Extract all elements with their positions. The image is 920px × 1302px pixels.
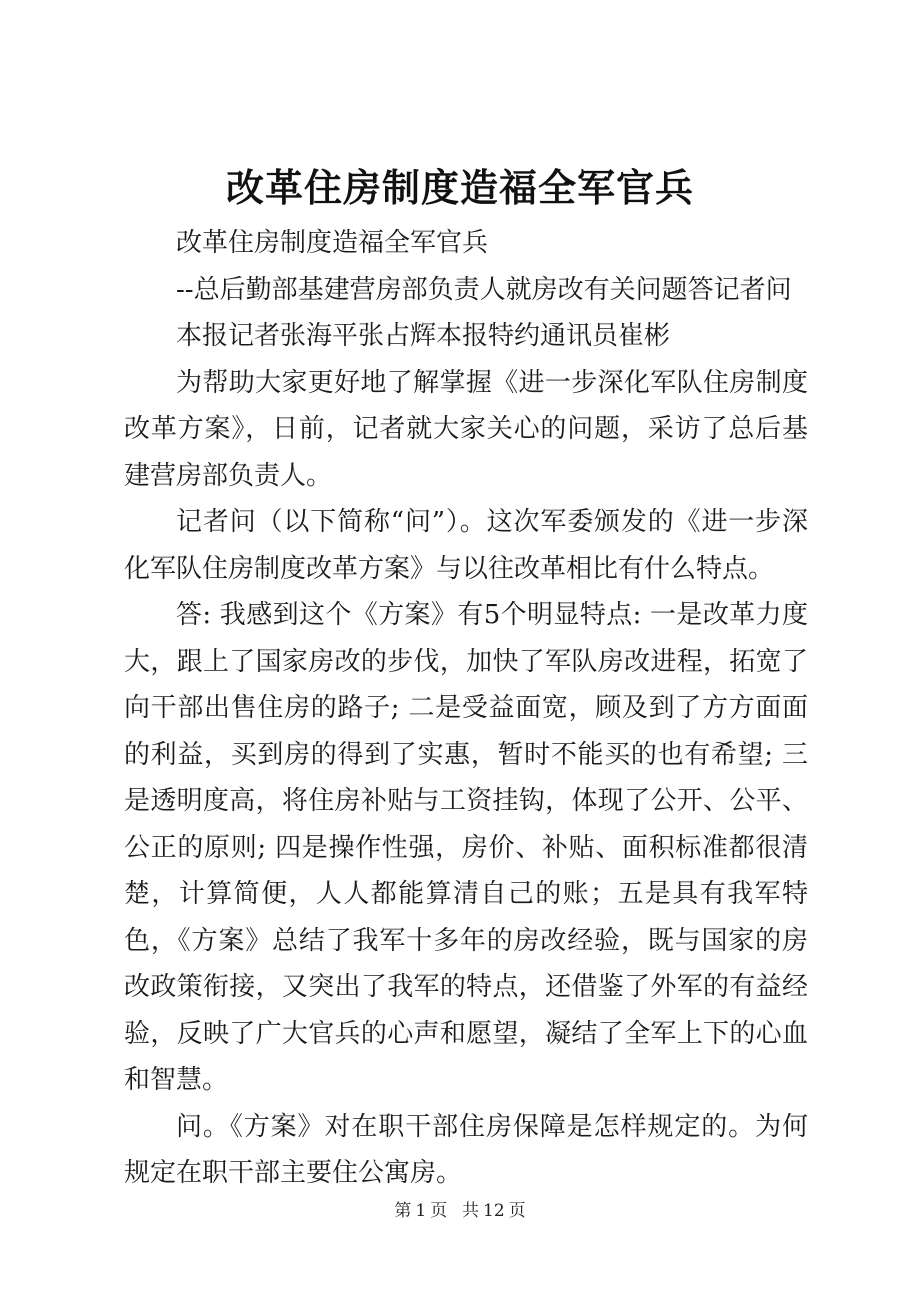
question-paragraph-1: 记者问（以下简称“问”）。这次军委颁发的《进一步深化军队住房制度改革方案》与以往改革相比有什么特点。 xyxy=(124,507,808,584)
byline: 本报记者张海平张占辉本报特约通讯员崔彬 xyxy=(176,321,671,351)
page-footer xyxy=(0,1198,920,1224)
subheading-line: --总后勤部基建营房部负责人就房改有关问题答记者问 xyxy=(176,274,792,305)
current-page-number: 1 xyxy=(415,1201,427,1221)
total-label: 页 xyxy=(508,1201,526,1221)
document-title: 改革住房制度造福全军官兵 xyxy=(225,166,694,210)
intro-paragraph: 为帮助大家更好地了解掌握《进一步深化军队住房制度改革方案》，日前，记者就大家关心的问题，采访了总后基建营房部负责人。 xyxy=(124,367,808,491)
answer-paragraph-1: 答: 我感到这个《方案》有5个明显特点: 一是改革力度大，跟上了国家房改的步伐，加快了军队房改进程，拓宽了向干部出售住房的路子; 二是受益面宽，顾及到了方方面面的利益，买到房的得到了实惠，暂时不能买的也有希望; 三是透明度高，将住房补贴与工资挂钩，体现了公开、公平、公正的原则; 四是操作性强，房价、补贴、面积标准都很清楚，计算简便，人人都能算清自己的账；五是具有我军特色，《方案》总结了我军十多年的房改经验，既与国家的房改政策衔接，又突出了我军的特点，还借鉴了外军的有益经验，反映了广大官兵的心声和愿望，凝结了全军上下的心血和智慧。 xyxy=(124,600,808,1095)
document-body xyxy=(124,220,808,1197)
subtitle-line: 改革住房制度造福全军官兵 xyxy=(176,228,489,258)
page-prefix: 第 xyxy=(394,1201,412,1221)
question-paragraph-2: 问。《方案》对在职干部住房保障是怎样规定的。为何规定在职干部主要住公寓房。 xyxy=(124,1111,808,1188)
page-label: 页 xyxy=(430,1201,448,1221)
total-pages-number: 12 xyxy=(483,1201,505,1221)
total-prefix: 共 xyxy=(462,1201,479,1221)
